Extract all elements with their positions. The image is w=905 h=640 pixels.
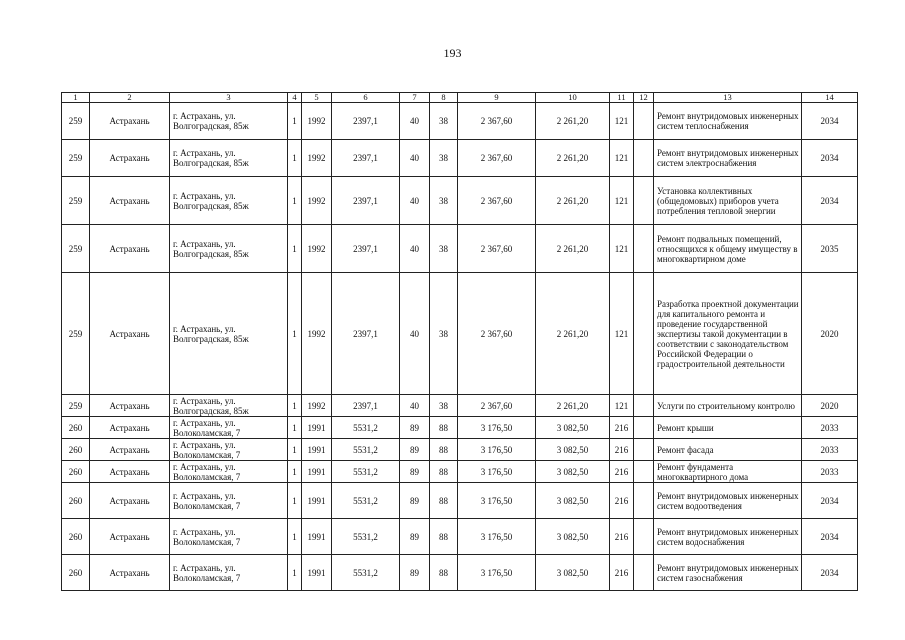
column-number-header: [62, 93, 858, 103]
col9-value-cell: 3 176,50: [458, 519, 536, 555]
col4-value-cell: 1: [288, 177, 302, 225]
row-number-cell: 259: [62, 273, 90, 395]
table-row: [62, 225, 858, 273]
col10-value-cell: 2 261,20: [536, 177, 610, 225]
planned-year-cell: 2033: [802, 417, 858, 439]
planned-year-cell: 2034: [802, 555, 858, 591]
header-cell: 7: [400, 93, 430, 103]
col9-value-cell: 2 367,60: [458, 273, 536, 395]
year-built-cell: 1991: [302, 439, 332, 461]
planned-year-cell: 2033: [802, 461, 858, 483]
col7-value-cell: 89: [400, 483, 430, 519]
work-type-cell: Ремонт крыши: [654, 417, 802, 439]
col7-value-cell: 89: [400, 461, 430, 483]
col10-value-cell: 2 261,20: [536, 395, 610, 417]
city-cell: Астрахань: [90, 483, 170, 519]
address-cell: г. Астрахань, ул. Волоколамская, 7: [170, 555, 288, 591]
table-row: [62, 417, 858, 439]
col11-value-cell: 121: [610, 395, 634, 417]
year-built-cell: 1992: [302, 177, 332, 225]
row-number-cell: 260: [62, 519, 90, 555]
address-cell: г. Астрахань, ул. Волоколамская, 7: [170, 483, 288, 519]
col10-value-cell: 3 082,50: [536, 439, 610, 461]
col7-value-cell: 40: [400, 225, 430, 273]
address-cell: г. Астрахань, ул. Волгоградская, 85ж: [170, 273, 288, 395]
col4-value-cell: 1: [288, 461, 302, 483]
planned-year-cell: 2033: [802, 439, 858, 461]
col9-value-cell: 3 176,50: [458, 483, 536, 519]
city-cell: Астрахань: [90, 417, 170, 439]
col12-value-cell: [634, 140, 654, 177]
col11-value-cell: 216: [610, 417, 634, 439]
address-cell: г. Астрахань, ул. Волоколамская, 7: [170, 461, 288, 483]
total-area-cell: 5531,2: [332, 555, 400, 591]
col8-value-cell: 38: [430, 225, 458, 273]
col9-value-cell: 3 176,50: [458, 461, 536, 483]
address-cell: г. Астрахань, ул. Волгоградская, 85ж: [170, 103, 288, 140]
col8-value-cell: 88: [430, 461, 458, 483]
table-row: [62, 273, 858, 395]
city-cell: Астрахань: [90, 555, 170, 591]
city-cell: Астрахань: [90, 519, 170, 555]
header-cell: 2: [90, 93, 170, 103]
col10-value-cell: 3 082,50: [536, 461, 610, 483]
col11-value-cell: 216: [610, 483, 634, 519]
col10-value-cell: 2 261,20: [536, 273, 610, 395]
col10-value-cell: 3 082,50: [536, 483, 610, 519]
col9-value-cell: 2 367,60: [458, 177, 536, 225]
row-number-cell: 259: [62, 177, 90, 225]
city-cell: Астрахань: [90, 461, 170, 483]
col10-value-cell: 2 261,20: [536, 103, 610, 140]
total-area-cell: 2397,1: [332, 395, 400, 417]
col4-value-cell: 1: [288, 483, 302, 519]
row-number-cell: 260: [62, 555, 90, 591]
col4-value-cell: 1: [288, 395, 302, 417]
col7-value-cell: 40: [400, 103, 430, 140]
table-row: [62, 140, 858, 177]
planned-year-cell: 2034: [802, 177, 858, 225]
col4-value-cell: 1: [288, 140, 302, 177]
col11-value-cell: 121: [610, 273, 634, 395]
col11-value-cell: 216: [610, 555, 634, 591]
col7-value-cell: 89: [400, 417, 430, 439]
col8-value-cell: 38: [430, 140, 458, 177]
header-cell: 12: [634, 93, 654, 103]
header-cell: 6: [332, 93, 400, 103]
planned-year-cell: 2020: [802, 395, 858, 417]
col4-value-cell: 1: [288, 225, 302, 273]
row-number-cell: 260: [62, 483, 90, 519]
address-cell: г. Астрахань, ул. Волоколамская, 7: [170, 439, 288, 461]
col10-value-cell: 2 261,20: [536, 225, 610, 273]
total-area-cell: 5531,2: [332, 483, 400, 519]
col12-value-cell: [634, 225, 654, 273]
planned-year-cell: 2034: [802, 140, 858, 177]
col8-value-cell: 88: [430, 483, 458, 519]
city-cell: Астрахань: [90, 439, 170, 461]
address-cell: г. Астрахань, ул. Волгоградская, 85ж: [170, 395, 288, 417]
work-type-cell: Ремонт внутридомовых инженерных систем газоснабжения: [654, 555, 802, 591]
address-cell: г. Астрахань, ул. Волгоградская, 85ж: [170, 140, 288, 177]
col12-value-cell: [634, 417, 654, 439]
work-type-cell: Ремонт внутридомовых инженерных систем водоотведения: [654, 483, 802, 519]
address-cell: г. Астрахань, ул. Волгоградская, 85ж: [170, 225, 288, 273]
header-cell: 8: [430, 93, 458, 103]
col9-value-cell: 2 367,60: [458, 140, 536, 177]
col7-value-cell: 89: [400, 519, 430, 555]
row-number-cell: 259: [62, 140, 90, 177]
col11-value-cell: 121: [610, 140, 634, 177]
work-type-cell: Ремонт фундамента многоквартирного дома: [654, 461, 802, 483]
planned-year-cell: 2034: [802, 103, 858, 140]
header-cell: 11: [610, 93, 634, 103]
planned-year-cell: 2020: [802, 273, 858, 395]
col12-value-cell: [634, 519, 654, 555]
work-type-cell: Услуги по строительному контролю: [654, 395, 802, 417]
row-number-cell: 260: [62, 439, 90, 461]
work-type-cell: Разработка проектной документации для капитального ремонта и проведение государственной экспертизы такой документации в соответствии с законодательством Российской Федерации о градостроительной деятельности: [654, 273, 802, 395]
total-area-cell: 2397,1: [332, 103, 400, 140]
total-area-cell: 5531,2: [332, 439, 400, 461]
header-cell: 9: [458, 93, 536, 103]
repair-program-table: [61, 92, 858, 591]
address-cell: г. Астрахань, ул. Волоколамская, 7: [170, 417, 288, 439]
col7-value-cell: 40: [400, 395, 430, 417]
col7-value-cell: 40: [400, 177, 430, 225]
total-area-cell: 2397,1: [332, 140, 400, 177]
table-row: [62, 519, 858, 555]
city-cell: Астрахань: [90, 177, 170, 225]
total-area-cell: 2397,1: [332, 177, 400, 225]
col10-value-cell: 3 082,50: [536, 555, 610, 591]
col12-value-cell: [634, 439, 654, 461]
header-cell: 14: [802, 93, 858, 103]
col8-value-cell: 38: [430, 395, 458, 417]
year-built-cell: 1991: [302, 519, 332, 555]
header-cell: 3: [170, 93, 288, 103]
year-built-cell: 1991: [302, 417, 332, 439]
col4-value-cell: 1: [288, 519, 302, 555]
city-cell: Астрахань: [90, 140, 170, 177]
total-area-cell: 2397,1: [332, 225, 400, 273]
total-area-cell: 2397,1: [332, 273, 400, 395]
city-cell: Астрахань: [90, 103, 170, 140]
col4-value-cell: 1: [288, 555, 302, 591]
col4-value-cell: 1: [288, 439, 302, 461]
col8-value-cell: 88: [430, 439, 458, 461]
col9-value-cell: 2 367,60: [458, 395, 536, 417]
col7-value-cell: 89: [400, 439, 430, 461]
col9-value-cell: 3 176,50: [458, 439, 536, 461]
address-cell: г. Астрахань, ул. Волоколамская, 7: [170, 519, 288, 555]
city-cell: Астрахань: [90, 225, 170, 273]
col4-value-cell: 1: [288, 103, 302, 140]
col4-value-cell: 1: [288, 273, 302, 395]
work-type-cell: Ремонт внутридомовых инженерных систем электроснабжения: [654, 140, 802, 177]
col10-value-cell: 3 082,50: [536, 417, 610, 439]
row-number-cell: 259: [62, 395, 90, 417]
col11-value-cell: 121: [610, 225, 634, 273]
year-built-cell: 1992: [302, 103, 332, 140]
col9-value-cell: 3 176,50: [458, 417, 536, 439]
col10-value-cell: 3 082,50: [536, 519, 610, 555]
total-area-cell: 5531,2: [332, 519, 400, 555]
total-area-cell: 5531,2: [332, 461, 400, 483]
col11-value-cell: 216: [610, 519, 634, 555]
row-number-cell: 260: [62, 417, 90, 439]
table-row: [62, 439, 858, 461]
col11-value-cell: 121: [610, 177, 634, 225]
year-built-cell: 1991: [302, 483, 332, 519]
col9-value-cell: 3 176,50: [458, 555, 536, 591]
col12-value-cell: [634, 273, 654, 395]
header-cell: 5: [302, 93, 332, 103]
col7-value-cell: 89: [400, 555, 430, 591]
col8-value-cell: 88: [430, 519, 458, 555]
row-number-cell: 259: [62, 225, 90, 273]
table-row: [62, 395, 858, 417]
col9-value-cell: 2 367,60: [458, 225, 536, 273]
header-cell: 10: [536, 93, 610, 103]
col8-value-cell: 38: [430, 177, 458, 225]
col12-value-cell: [634, 461, 654, 483]
table-row: [62, 483, 858, 519]
work-type-cell: Ремонт внутридомовых инженерных систем теплоснабжения: [654, 103, 802, 140]
city-cell: Астрахань: [90, 273, 170, 395]
table-row: [62, 461, 858, 483]
col10-value-cell: 2 261,20: [536, 140, 610, 177]
header-cell: 4: [288, 93, 302, 103]
col11-value-cell: 121: [610, 103, 634, 140]
year-built-cell: 1991: [302, 461, 332, 483]
work-type-cell: Ремонт внутридомовых инженерных систем водоснабжения: [654, 519, 802, 555]
col8-value-cell: 38: [430, 273, 458, 395]
col8-value-cell: 38: [430, 103, 458, 140]
row-number-cell: 260: [62, 461, 90, 483]
row-number-cell: 259: [62, 103, 90, 140]
work-type-cell: Ремонт фасада: [654, 439, 802, 461]
col12-value-cell: [634, 483, 654, 519]
header-cell: 1: [62, 93, 90, 103]
col12-value-cell: [634, 555, 654, 591]
planned-year-cell: 2035: [802, 225, 858, 273]
year-built-cell: 1992: [302, 395, 332, 417]
col7-value-cell: 40: [400, 273, 430, 395]
work-type-cell: Ремонт подвальных помещений, относящихся к общему имуществу в многоквартирном доме: [654, 225, 802, 273]
col11-value-cell: 216: [610, 439, 634, 461]
work-type-cell: Установка коллективных (общедомовых) приборов учета потребления тепловой энергии: [654, 177, 802, 225]
total-area-cell: 5531,2: [332, 417, 400, 439]
col12-value-cell: [634, 103, 654, 140]
col8-value-cell: 88: [430, 417, 458, 439]
col4-value-cell: 1: [288, 417, 302, 439]
table-row: [62, 103, 858, 140]
page-number: 193: [443, 46, 462, 60]
table-row: [62, 177, 858, 225]
col11-value-cell: 216: [610, 461, 634, 483]
col12-value-cell: [634, 395, 654, 417]
year-built-cell: 1991: [302, 555, 332, 591]
header-cell: 13: [654, 93, 802, 103]
col12-value-cell: [634, 177, 654, 225]
city-cell: Астрахань: [90, 395, 170, 417]
address-cell: г. Астрахань, ул. Волгоградская, 85ж: [170, 177, 288, 225]
col9-value-cell: 2 367,60: [458, 103, 536, 140]
year-built-cell: 1992: [302, 273, 332, 395]
col8-value-cell: 88: [430, 555, 458, 591]
planned-year-cell: 2034: [802, 519, 858, 555]
col7-value-cell: 40: [400, 140, 430, 177]
year-built-cell: 1992: [302, 225, 332, 273]
planned-year-cell: 2034: [802, 483, 858, 519]
table-row: [62, 555, 858, 591]
year-built-cell: 1992: [302, 140, 332, 177]
